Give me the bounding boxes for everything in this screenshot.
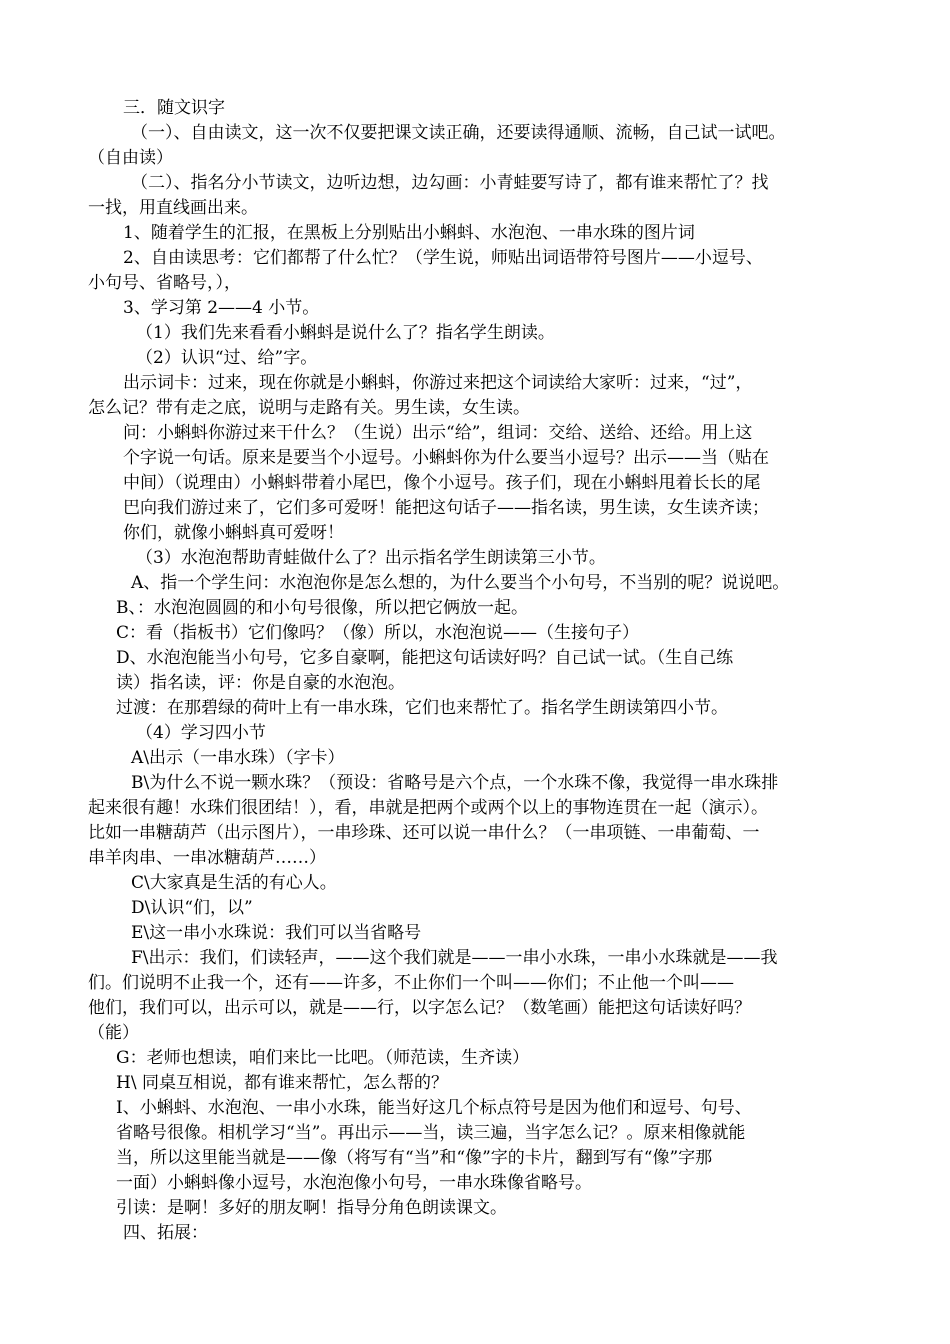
document-text-line: 一找，用直线画出来。 [88,198,258,218]
document-text-line: （4）学习四小节 [136,723,266,743]
document-text-line: 1、随着学生的汇报，在黑板上分别贴出小蝌蚪、水泡泡、一串水珠的图片词 [123,223,695,243]
document-text-line: 巴向我们游过来了，它们多可爱呀！能把这句话子——指名读，男生读，女生读齐读； [123,498,769,518]
document-text-line: （一）、自由读文，这一次不仅要把课文读正确，还要读得通顺、流畅，自己试一试吧。 [131,123,786,143]
document-text-line: B、：水泡泡圆圆的和小句号很像，所以把它俩放一起。 [116,598,528,618]
document-text-line: C\大家真是生活的有心人。 [131,873,337,893]
document-text-line: （2）认识“过、给”字。 [136,348,318,368]
document-text-line: 2、自由读思考：它们都帮了什么忙？（学生说，师贴出词语带符号图片——小逗号、 [123,248,763,268]
document-text-line: 四、拓展： [123,1223,208,1243]
document-text-line: 三．随文识字 [123,98,225,118]
document-text-line: D\认识“们，以” [131,898,253,918]
document-text-line: G：老师也想读，咱们来比一比吧。（师范读，生齐读） [116,1048,530,1068]
document-text-line: 当，所以这里能当就是——像（将写有“当”和“像”字的卡片，翻到写有“像”字那 [116,1148,713,1168]
document-text-line: 中间）（说理由）小蝌蚪带着小尾巴，像个小逗号。孩子们，现在小蝌蚪甩着长长的尾 [123,473,761,493]
document-text-line: 一面）小蝌蚪像小逗号，水泡泡像小句号，一串水珠像省略号。 [116,1173,592,1193]
document-text-line: 串羊肉串、一串冰糖葫芦……） [88,848,326,868]
document-text-line: 出示词卡：过来，现在你就是小蝌蚪，你游过来把这个词读给大家听：过来，“过”， [123,373,753,393]
document-text-line: 过渡：在那碧绿的荷叶上有一串水珠，它们也来帮忙了。指名学生朗读第四小节。 [116,698,728,718]
document-text-line: （自由读） [88,148,173,168]
document-text-line: （1）我们先来看看小蝌蚪是说什么了？指名学生朗读。 [136,323,555,343]
document-text-line: D、水泡泡能当小句号，它多自豪啊，能把这句话读好吗？自己试一试。（生自己练 [116,648,734,668]
document-page [88,96,868,1246]
document-text-line: A、指一个学生问：水泡泡你是怎么想的，为什么要当个小句号，不当别的呢？说说吧。 [131,573,790,593]
document-text-line: H\ 同桌互相说，都有谁来帮忙，怎么帮的？ [116,1073,448,1093]
document-text-line: 们。们说明不止我一个，还有——许多，不止你们一个叫——你们；不止他一个叫—— [88,973,734,993]
document-text-line: 个字说一句话。原来是要当个小逗号。小蝌蚪你为什么要当小逗号？出示——当（贴在 [123,448,769,468]
document-text-line: C：看（指板书）它们像吗？（像）所以，水泡泡说——（生接句子） [116,623,640,643]
document-text-line: 你们，就像小蝌蚪真可爱呀！ [123,523,344,543]
document-text-line: 小句号、省略号，）， [88,273,241,293]
document-text-line: E\这一串小水珠说：我们可以当省略号 [131,923,422,943]
document-text-line: 比如一串糖葫芦（出示图片），一串珍珠、还可以说一串什么？（一串项链、一串葡萄、一 [88,823,760,843]
document-text-line: 问：小蝌蚪你游过来干什么？（生说）出示“给”，组词：交给、送给、还给。用上这 [123,423,753,443]
document-text-line: 他们，我们可以，出示可以，就是——行，以字怎么记？（数笔画）能把这句话读好吗？ [88,998,751,1018]
document-text-line: 怎么记？带有走之底，说明与走路有关。男生读，女生读。 [88,398,530,418]
document-text-line: F\出示：我们，们读轻声，——这个我们就是——一串小水珠，一串小水珠就是——我 [131,948,778,968]
document-text-line: I、小蝌蚪、水泡泡、一串小水珠，能当好这几个标点符号是因为他们和逗号、句号、 [116,1098,752,1118]
document-text-line: 3、学习第 2——4 小节。 [123,298,320,318]
document-text-line: （能） [88,1023,139,1043]
document-text-line: A\出示（一串水珠）（字卡） [131,748,345,768]
document-text-line: 读）指名读，评：你是自豪的水泡泡。 [116,673,405,693]
document-text-line: 起来很有趣！水珠们很团结！），看，串就是把两个或两个以上的事物连贯在一起（演示）。 [88,798,768,818]
document-text-line: 省略号很像。相机学习“当”。再出示——当，读三遍，当字怎么记？。原来相像就能 [116,1123,746,1143]
document-text-line: B\为什么不说一颗水珠？（预设：省略号是六个点，一个水珠不像，我觉得一串水珠排 [131,773,779,793]
document-text-line: 引读：是啊！多好的朋友啊！指导分角色朗读课文。 [116,1198,507,1218]
document-text-line: （二）、指名分小节读文，边听边想，边勾画：小青蛙要写诗了，都有谁来帮忙了？找 [131,173,769,193]
document-text-line: （3）水泡泡帮助青蛙做什么了？出示指名学生朗读第三小节。 [136,548,606,568]
